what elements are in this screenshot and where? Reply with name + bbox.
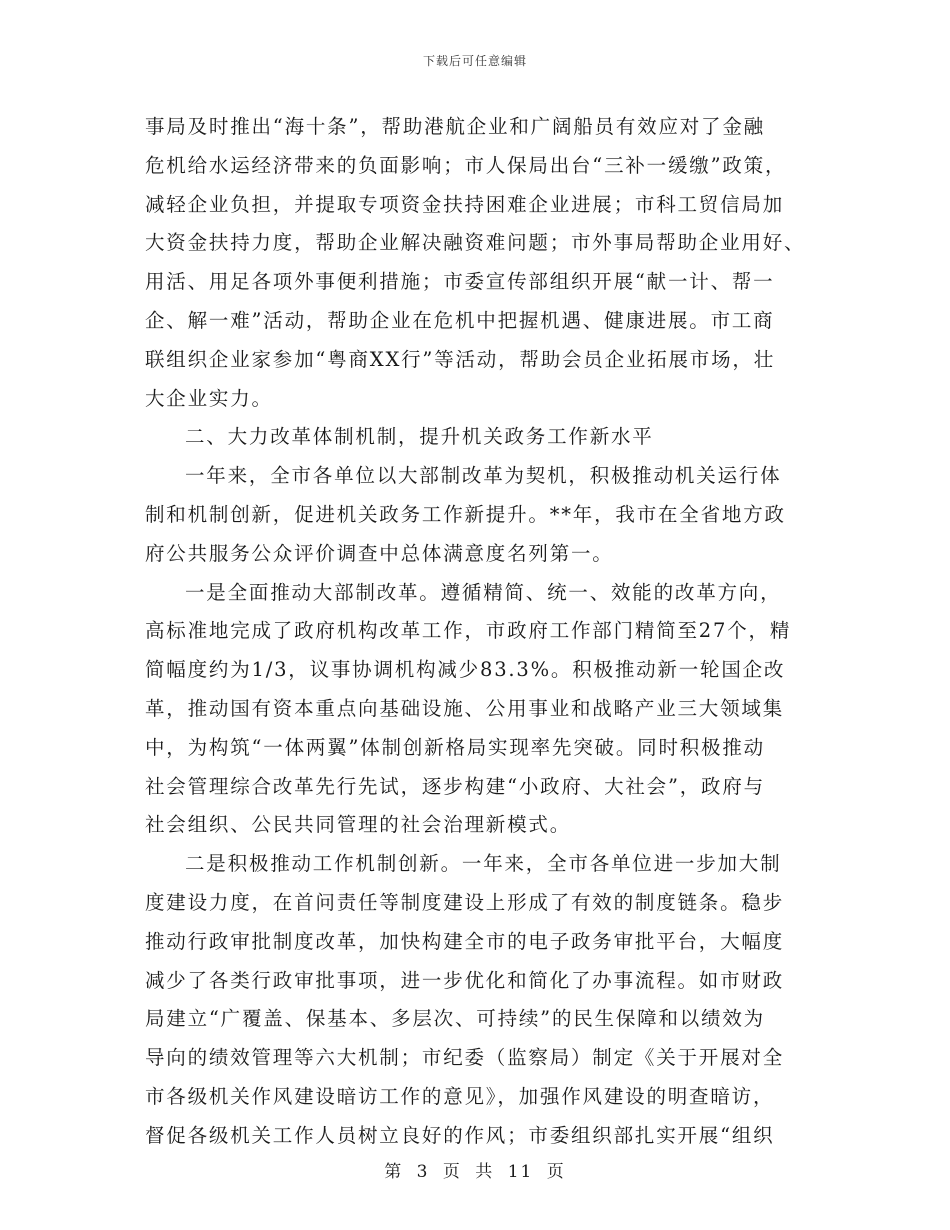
page-header-note: 下载后可任意编辑 [422, 54, 527, 68]
body-line: 一是全面推动大部制改革。遵循精简、统一、效能的改革方向， [185, 580, 782, 604]
body-line: 中，为构筑“一体两翼”体制创新格局实现率先突破。同时积极推动 [145, 735, 765, 759]
body-line: 局建立“广覆盖、保基本、多层次、可持续”的民生保障和以绩效为 [145, 1007, 765, 1031]
body-line: 减少了各类行政审批事项，进一步优化和简化了办事流程。如市财政 [145, 968, 785, 992]
body-line: 一年来，全市各单位以大部制改革为契机，积极推动机关运行体 [185, 464, 782, 488]
body-line: 事局及时推出“海十条”，帮助港航企业和广阔船员有效应对了金融 [145, 115, 765, 138]
body-line: 度建设力度，在首问责任等制度建设上形成了有效的制度链条。稳步 [145, 890, 785, 914]
body-line: 社会组织、公民共同管理的社会治理新模式。 [145, 813, 572, 837]
body-line: 大企业实力。 [145, 386, 273, 410]
body-line: 社会管理综合改革先行先试，逐步构建“小政府、大社会”，政府与 [145, 774, 765, 798]
body-line: 减轻企业负担，并提取专项资金扶持困难企业进展；市科工贸信局加 [145, 192, 785, 216]
body-line: 用活、用足各项外事便利措施；市委宣传部组织开展“献一计、帮一 [145, 270, 775, 294]
body-line: 革，推动国有资本重点向基础设施、公用事业和战略产业三大领域集 [145, 696, 785, 720]
body-line: 市各级机关作风建设暗访工作的意见》，加强作风建设的明查暗访， [145, 1084, 775, 1108]
page-number: 第 3 页 共 11 页 [384, 1162, 566, 1182]
body-line: 制和机制创新，促进机关政务工作新提升。**年，我市在全省地方政 [145, 502, 786, 526]
body-line: 大资金扶持力度，帮助企业解决融资难问题；市外事局帮助企业用好、 [145, 231, 806, 255]
body-line: 导向的绩效管理等六大机制；市纪委（监察局）制定《关于开展对全 [145, 1046, 785, 1070]
body-line: 危机给水运经济带来的负面影响；市人保局出台“三补一缓缴”政策， [145, 153, 787, 177]
body-line: 推动行政审批制度改革，加快构建全市的电子政务审批平台，大幅度 [145, 929, 785, 953]
body-line: 府公共服务公众评价调查中总体满意度名列第一。 [145, 541, 614, 565]
body-line: 企、解一难”活动，帮助企业在危机中把握机遇、健康进展。市工商 [145, 308, 775, 332]
section-heading: 二、大力改革体制机制，提升机关政务工作新水平 [185, 425, 654, 449]
body-line: 联组织企业家参加“粤商XX行”等活动，帮助会员企业拓展市场，壮 [145, 347, 776, 371]
body-line: 二是积极推动工作机制创新。一年来，全市各单位进一步加大制 [185, 852, 782, 876]
document-body [145, 108, 807, 1156]
body-line: 督促各级机关工作人员树立良好的作风；市委组织部扎实开展“组织 [145, 1123, 775, 1147]
body-line: 简幅度约为1/3，议事协调机构减少83.3%。积极推动新一轮国企改 [145, 658, 786, 682]
body-line: 高标准地完成了政府机构改革工作，市政府工作部门精简至27个，精 [145, 619, 792, 643]
